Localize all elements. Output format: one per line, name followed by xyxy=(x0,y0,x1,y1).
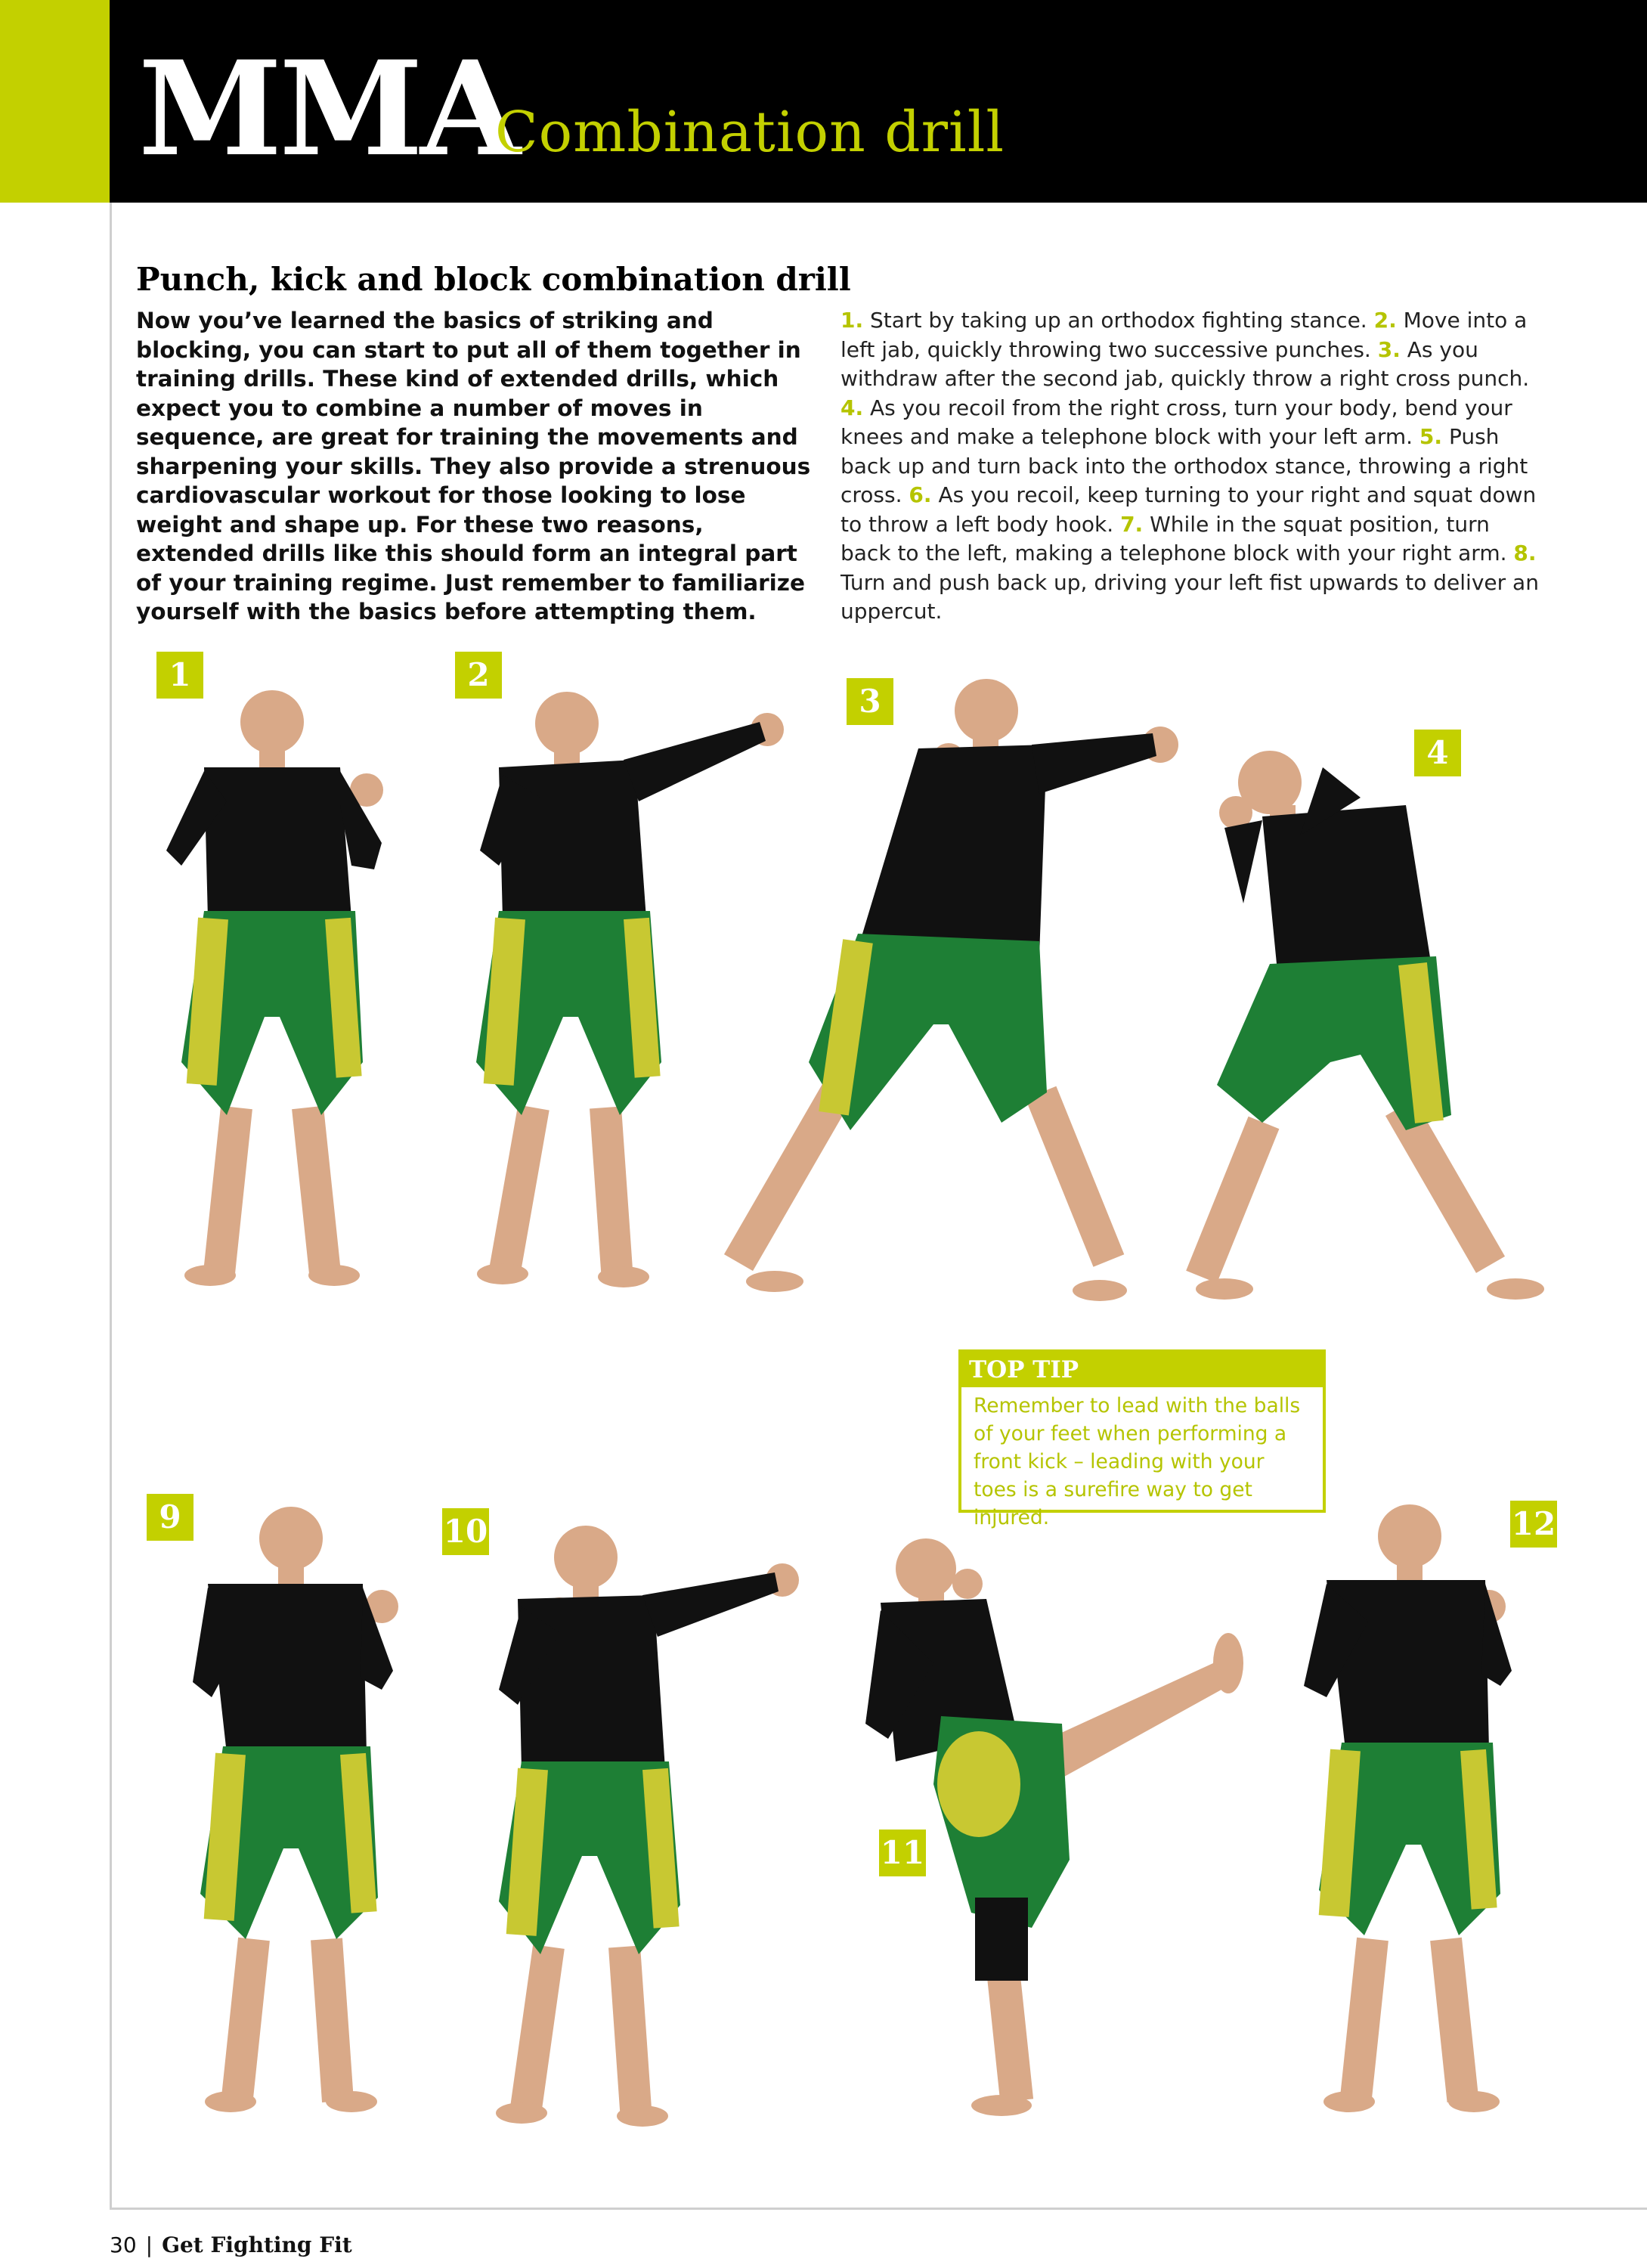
figure-label-10: 10 xyxy=(442,1508,489,1555)
top-tip-title: TOP TIP xyxy=(961,1352,1323,1387)
page-title: MMA xyxy=(138,32,519,185)
step-text: As you recoil from the right cross, turn your body, bend your knees and make a telephone block with your left arm. xyxy=(841,395,1512,449)
page-subtitle: Combination drill xyxy=(495,100,1005,165)
top-tip-box xyxy=(958,1349,1326,1529)
top-tip-body: Remember to lead with the balls of your feet when performing a front kick – leading with your toes is a surefire way to get injured. xyxy=(974,1394,1301,1529)
step-text: As you recoil, keep turning to your right and squat down to throw a left body hook. xyxy=(841,482,1537,537)
step-number: 7. xyxy=(1120,511,1144,537)
magazine-name: Get Fighting Fit xyxy=(162,2232,352,2257)
step-number: 3. xyxy=(1377,336,1401,362)
steps-text xyxy=(841,306,1540,627)
fighter-photo-12 xyxy=(1285,1489,1534,2121)
figure-label-3: 3 xyxy=(847,678,893,725)
fighter-photo-3 xyxy=(745,669,1198,1319)
step-number: 8. xyxy=(1513,541,1537,565)
step-text: Move into a left jab, quickly throwing two successive punches. xyxy=(841,308,1528,362)
figure-label-12: 12 xyxy=(1510,1501,1557,1548)
page-footer: 30 | Get Fighting Fit xyxy=(110,2232,352,2257)
fighter-photo-11 xyxy=(850,1535,1251,2124)
fighter-photo-2 xyxy=(435,669,797,1297)
fighter-photo-1 xyxy=(136,669,408,1297)
step-number: 4. xyxy=(841,395,864,420)
left-rule xyxy=(110,203,112,2210)
figure-label-4: 4 xyxy=(1414,730,1461,776)
figure-label-11: 11 xyxy=(879,1830,926,1876)
header-banner xyxy=(110,0,1647,203)
step-text: While in the squat position, turn back to the left, making a telephone block with your right arm. xyxy=(841,511,1507,565)
figure-label-2: 2 xyxy=(455,652,502,699)
figure-label-1: 1 xyxy=(156,652,203,699)
figure-label-9: 9 xyxy=(147,1494,193,1541)
intro-text: Now you’ve learned the basics of striking and blocking, you can start to put all of them together in training drills. These kind of extended drills, which expect you to combine a number of moves in sequence, are great for training the movements and sharpening your skills. They also provide a strenuous cardiovascular workout for those looking to lose weight and shape up. For these two reasons, extended drills like this should form an integral part of your training regime. Just remember to familiarize yourself with the basics before attempting them. xyxy=(136,308,811,624)
step-number: 2. xyxy=(1373,308,1397,333)
step-text: Turn and push back up, driving your left fist upwards to deliver an uppercut. xyxy=(841,569,1539,624)
step-text: Start by taking up an orthodox fighting stance. xyxy=(870,308,1367,333)
accent-bar xyxy=(0,0,110,203)
step-number: 1. xyxy=(841,308,864,333)
section-heading: Punch, kick and block combination drill xyxy=(136,261,851,298)
fighter-photo-10 xyxy=(454,1508,809,2136)
page-number: 30 xyxy=(110,2232,137,2257)
step-number: 5. xyxy=(1419,424,1443,449)
step-text: As you withdraw after the second jab, quickly throw a right cross punch. xyxy=(841,336,1530,391)
step-text: Push back up and turn back into the orthodox stance, throwing a right cross. xyxy=(841,424,1528,507)
bottom-rule xyxy=(110,2208,1647,2210)
step-number: 6. xyxy=(909,482,932,507)
fighter-photo-9 xyxy=(163,1493,412,2121)
fighter-photo-4 xyxy=(1179,730,1549,1304)
